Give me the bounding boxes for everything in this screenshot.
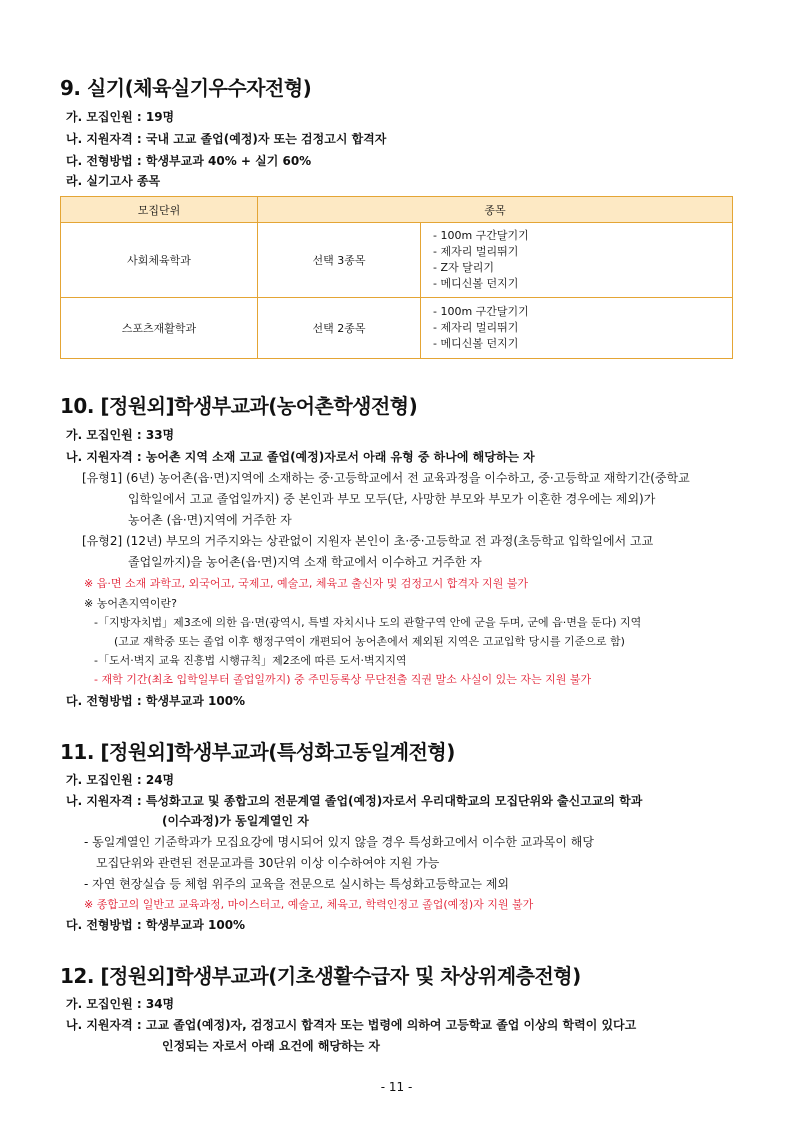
s10-ineligible-note: ※ 읍·면 소재 과학고, 외국어고, 국제고, 예술고, 체육고 출신자 및 검정고시 합격자 지원 불가: [84, 577, 529, 590]
row-unit: 사회체육학과: [61, 223, 258, 298]
table-row: [61, 298, 733, 359]
section-9-title: 9. 실기(체육실기우수자전형): [60, 76, 312, 100]
row-select: 선택 3종목: [258, 223, 421, 298]
s11-recruit-count: 가. 모집인원 : 24명: [66, 773, 175, 787]
s12-qualification-line2: 인정되는 자로서 아래 요건에 해당하는 자: [162, 1039, 380, 1053]
s11-qualification-line1: 나. 지원자격 : 특성화고교 및 종합고의 전문계열 졸업(예정)자로서 우리대학교의 모집단위와 출신고교의 학과: [66, 794, 643, 808]
s10-type1-line3: 농어촌 (읍·면)지역에 거주한 자: [128, 513, 292, 527]
section-12-title: 12. [정원외]학생부교과(기초생활수급자 및 차상위계층전형): [60, 964, 581, 988]
event-item: - 메디신볼 던지기: [433, 337, 519, 350]
table-header-row: [61, 197, 733, 223]
s12-recruit-count: 가. 모집인원 : 34명: [66, 997, 175, 1011]
s9-practical-events-label: 라. 실기고사 종목: [66, 174, 161, 188]
event-item: - 100m 구간달기기: [433, 229, 529, 242]
s10-rural-definition-heading: ※ 농어촌지역이란?: [84, 597, 177, 610]
event-item: - Z자 달리기: [433, 261, 495, 274]
s11-ineligible-note: ※ 종합고의 일반고 교육과정, 마이스터고, 예술고, 체육고, 학력인정고 졸업(예정)자 지원 불가: [84, 898, 534, 911]
section-11-title: 11. [정원외]학생부교과(특성화고동일계전형): [60, 740, 455, 764]
s10-type2-line1: [유형2] (12년) 부모의 거주지와는 상관없이 지원자 본인이 초·중·고등학교 전 과정(초등학교 입학일에서 고교: [82, 534, 654, 548]
page-number: - 11 -: [380, 1080, 413, 1094]
row-unit: 스포츠재활학과: [61, 298, 258, 359]
row-select: 선택 2종목: [258, 298, 421, 359]
header-event: 종목: [258, 197, 733, 223]
s10-recruit-count: 가. 모집인원 : 33명: [66, 428, 175, 442]
section-10-title: 10. [정원외]학생부교과(농어촌학생전형): [60, 394, 418, 418]
s12-qualification-line1: 나. 지원자격 : 고교 졸업(예정)자, 검정고시 합격자 또는 법령에 의하여 고등학교 졸업 이상의 학력이 있다고: [66, 1018, 637, 1032]
s11-bullet-2: - 자연 현장실습 등 체험 위주의 교육을 전문으로 실시하는 특성화고등학교는 제외: [84, 877, 510, 891]
event-item: - 제자리 멀리뛰기: [433, 321, 519, 334]
row-events: [421, 298, 733, 359]
header-unit: 모집단위: [61, 197, 258, 223]
practical-exam-table: [60, 196, 733, 359]
s11-qualification-line2: (이수과정)가 동일계열인 자: [162, 814, 309, 828]
event-item: - 메디신볼 던지기: [433, 277, 519, 290]
row-events: [421, 223, 733, 298]
s11-bullet-1-line2: 모집단위와 관련된 전문교과를 30단위 이상 이수하여야 지원 가능: [96, 856, 440, 870]
event-item: - 100m 구간달기기: [433, 305, 529, 318]
s10-definition-2: -「도서·벽지 교육 진흥법 시행규칙」제2조에 따른 도서·벽지지역: [94, 654, 407, 667]
s10-selection-method: 다. 전형방법 : 학생부교과 100%: [66, 694, 246, 708]
event-item: - 제자리 멀리뛰기: [433, 245, 519, 258]
s10-residence-note: - 재학 기간(최초 입학일부터 졸업일까지) 중 주민등록상 무단전출 직권 말소 사실이 있는 자는 지원 불가: [94, 673, 592, 686]
s10-type1-line1: [유형1] (6년) 농어촌(읍·면)지역에 소재하는 중·고등학교에서 전 교육과정을 이수하고, 중·고등학교 재학기간(중학교: [82, 471, 690, 485]
s9-selection-method: 다. 전형방법 : 학생부교과 40% + 실기 60%: [66, 154, 312, 168]
s10-type1-line2: 입학일에서 고교 졸업일까지) 중 본인과 부모 모두(단, 사망한 부모와 부모가 이혼한 경우에는 제외)가: [128, 492, 656, 506]
s9-qualification: 나. 지원자격 : 국내 고교 졸업(예정)자 또는 검정고시 합격자: [66, 132, 387, 146]
s9-recruit-count: 가. 모집인원 : 19명: [66, 110, 175, 124]
s10-definition-1: -「지방자치법」제3조에 의한 읍·면(광역시, 특별 자치시나 도의 관할구역 안에 군을 두며, 군에 읍·면을 둔다) 지역: [94, 616, 642, 629]
s11-bullet-1-line1: - 동일계열인 기준학과가 모집요강에 명시되어 있지 않을 경우 특성화고에서 이수한 교과목이 해당: [84, 835, 594, 849]
s11-selection-method: 다. 전형방법 : 학생부교과 100%: [66, 918, 246, 932]
s10-type2-line2: 졸업일까지)을 농어촌(읍·면)지역 소재 학교에서 이수하고 거주한 자: [128, 555, 482, 569]
s10-definition-1-note: (고교 재학중 또는 졸업 이후 행정구역이 개편되어 농어촌에서 제외된 지역은 고교입학 당시를 기준으로 함): [114, 635, 625, 648]
table-row: [61, 223, 733, 298]
s10-qualification: 나. 지원자격 : 농어촌 지역 소재 고교 졸업(예정)자로서 아래 유형 중 하나에 해당하는 자: [66, 450, 535, 464]
